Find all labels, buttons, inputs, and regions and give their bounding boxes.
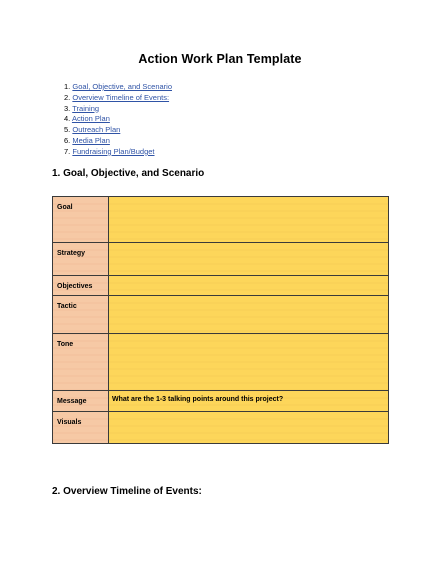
page-title: Action Work Plan Template [138, 52, 302, 66]
toc-item-outreach-plan[interactable] [64, 125, 172, 136]
toc-link-action-plan[interactable]: Action Plan [71, 114, 110, 124]
toc-item-timeline[interactable] [64, 93, 172, 104]
row-label-tone: Tone [53, 334, 109, 391]
section-heading-goal: 1. Goal, Objective, and Scenario [52, 168, 205, 179]
toc-number: 3. [64, 103, 71, 113]
table-row [53, 412, 389, 444]
table-row [53, 197, 389, 243]
toc-number: 2. [64, 92, 71, 102]
row-label-tactic: Tactic [53, 296, 109, 334]
toc-link-media-plan[interactable]: Media Plan [72, 135, 110, 145]
toc-item-fundraising[interactable] [64, 147, 172, 158]
toc-number: 7. [64, 146, 71, 156]
table-row [53, 296, 389, 334]
table-row [53, 243, 389, 276]
table-row [53, 391, 389, 412]
toc-link-outreach-plan[interactable]: Outreach Plan [72, 125, 121, 135]
section-heading-timeline: 2. Overview Timeline of Events: [52, 486, 202, 497]
toc-item-media-plan[interactable] [64, 136, 172, 147]
row-value-objectives[interactable] [109, 276, 389, 296]
row-value-message[interactable]: What are the 1-3 talking points around this project? [109, 391, 389, 412]
toc-link-fundraising[interactable]: Fundraising Plan/Budget [72, 146, 155, 156]
table-of-contents [64, 82, 172, 158]
toc-item-training[interactable] [64, 104, 172, 115]
plan-table [52, 196, 389, 444]
toc-link-timeline[interactable]: Overview Timeline of Events: [72, 92, 170, 102]
row-label-goal: Goal [53, 197, 109, 243]
row-value-tactic[interactable] [109, 296, 389, 334]
table-row [53, 276, 389, 296]
table-row [53, 334, 389, 391]
row-label-objectives: Objectives [53, 276, 109, 296]
toc-link-training[interactable]: Training [72, 103, 100, 113]
row-label-visuals: Visuals [53, 412, 109, 444]
toc-number: 4. [64, 114, 71, 124]
row-label-message: Message [53, 391, 109, 412]
toc-item-action-plan[interactable] [64, 114, 172, 125]
toc-item-goal[interactable] [64, 82, 172, 93]
row-label-strategy: Strategy [53, 243, 109, 276]
row-value-tone[interactable] [109, 334, 389, 391]
row-value-strategy[interactable] [109, 243, 389, 276]
row-value-visuals[interactable] [109, 412, 389, 444]
row-value-goal[interactable] [109, 197, 389, 243]
toc-number: 1. [64, 82, 71, 91]
toc-number: 5. [64, 125, 71, 135]
toc-link-goal[interactable]: Goal, Objective, and Scenario [72, 82, 172, 91]
toc-number: 6. [64, 135, 71, 145]
